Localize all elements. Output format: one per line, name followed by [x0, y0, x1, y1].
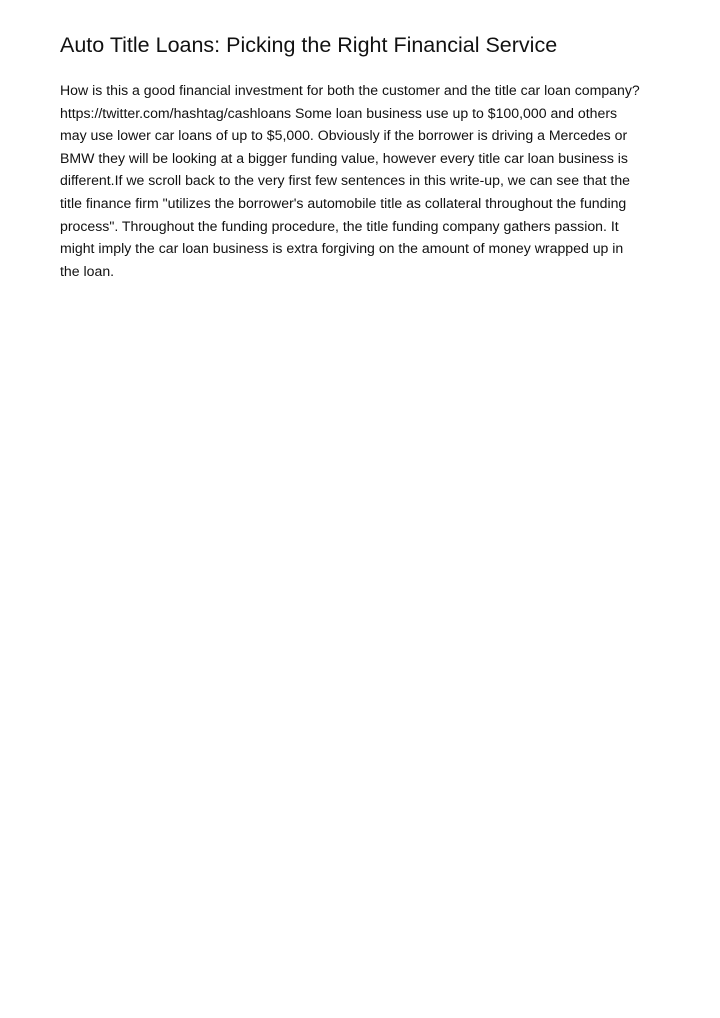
- body-line: the loan.: [60, 262, 115, 279]
- body-line: title finance firm "utilizes the borrower's automobile title as collateral throughout the funding: [60, 194, 627, 211]
- body-line: may use lower car loans of up to $5,000. Obviously if the borrower is driving a Mercedes or: [60, 127, 628, 144]
- body-line: https://twitter.com/hashtag/cashloans Some loan business use up to $100,000 and others: [60, 104, 618, 121]
- document-title: Auto Title Loans: Picking the Right Financial Service: [60, 33, 558, 57]
- body-line: might imply the car loan business is extra forgiving on the amount of money wrapped up in: [60, 240, 624, 257]
- body-line: How is this a good financial investment for both the customer and the title car loan company?: [60, 82, 640, 98]
- document-body: [60, 79, 660, 282]
- body-line: different.If we scroll back to the very first few sentences in this write-up, we can see that the: [60, 172, 631, 189]
- body-line: BMW they will be looking at a bigger funding value, however every title car loan business is: [60, 149, 628, 166]
- body-line: process". Throughout the funding procedure, the title funding company gathers passion. It: [60, 217, 619, 234]
